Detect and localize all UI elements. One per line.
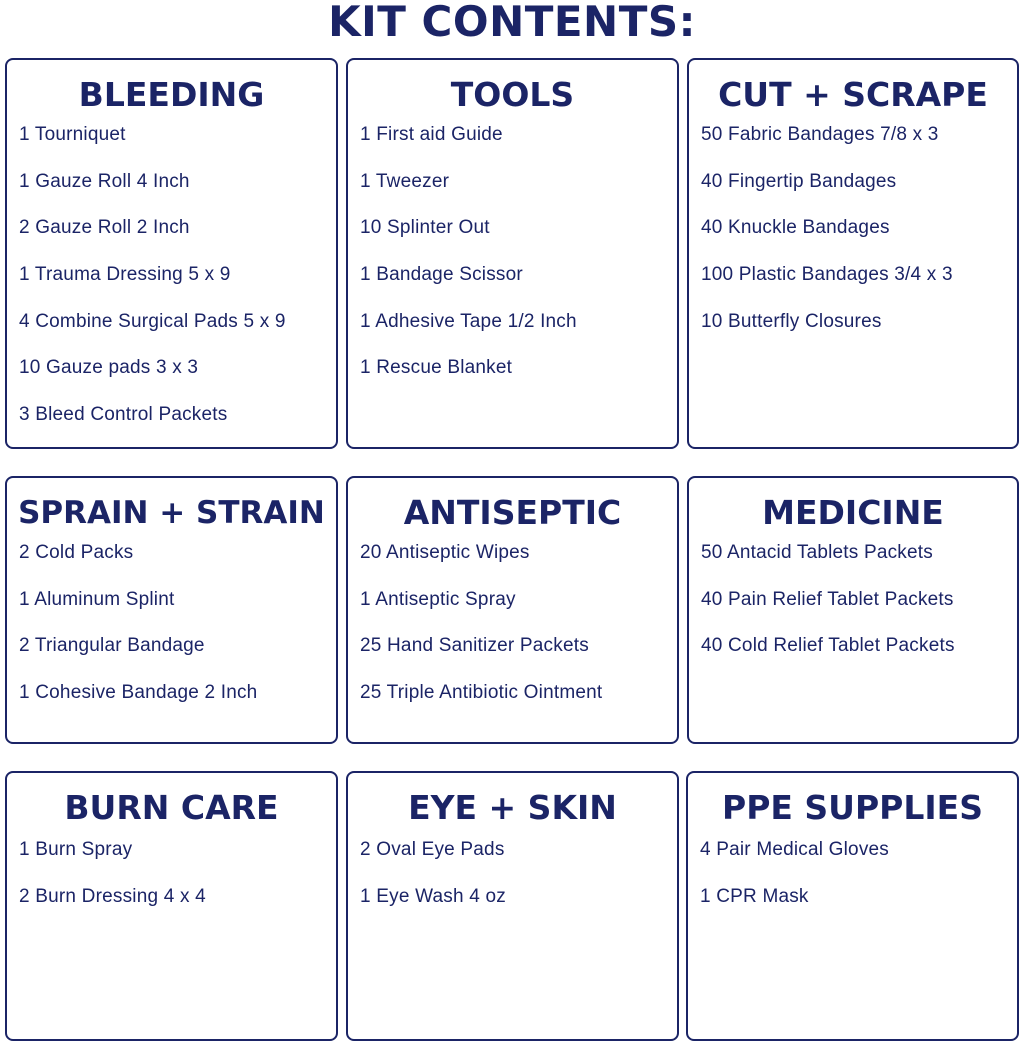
- list-item: 1 Antiseptic Spray: [360, 588, 516, 610]
- list-item: 10 Gauze pads 3 x 3: [19, 357, 199, 379]
- item-list-medicine: [701, 542, 955, 682]
- list-item: 2 Burn Dressing 4 x 4: [19, 885, 206, 907]
- list-item: 1 Aluminum Splint: [19, 588, 175, 610]
- list-item: 1 Cohesive Bandage 2 Inch: [19, 682, 258, 704]
- list-item: 40 Pain Relief Tablet Packets: [701, 588, 954, 610]
- list-item: 20 Antiseptic Wipes: [360, 542, 530, 563]
- item-list-antiseptic: [360, 542, 602, 729]
- category-title-burn-care: BURN CARE: [64, 788, 279, 827]
- item-list-tools: [360, 124, 577, 404]
- list-item: 50 Fabric Bandages 7/8 x 3: [701, 124, 939, 145]
- list-item: 1 CPR Mask: [700, 885, 809, 907]
- list-item: 50 Antacid Tablets Packets: [701, 542, 933, 563]
- category-title-eye-skin: EYE + SKIN: [408, 788, 617, 827]
- category-box-sprain-strain: [5, 476, 338, 744]
- list-item: 25 Triple Antibiotic Ointment: [360, 682, 603, 704]
- list-item: 40 Fingertip Bandages: [701, 170, 897, 192]
- list-item: 100 Plastic Bandages 3/4 x 3: [701, 264, 953, 286]
- list-item: 2 Triangular Bandage: [19, 635, 205, 657]
- list-item: 1 Trauma Dressing 5 x 9: [19, 264, 231, 286]
- list-item: 4 Pair Medical Gloves: [700, 839, 889, 860]
- list-item: 1 Tweezer: [360, 170, 450, 192]
- list-item: 1 Adhesive Tape 1/2 Inch: [360, 310, 577, 332]
- item-list-ppe-supplies: [700, 839, 889, 932]
- category-title-tools: TOOLS: [450, 75, 575, 114]
- category-title-ppe-supplies: PPE SUPPLIES: [722, 788, 983, 827]
- category-box-medicine: [687, 476, 1019, 744]
- list-item: 40 Cold Relief Tablet Packets: [701, 635, 955, 657]
- list-item: 1 Eye Wash 4 oz: [360, 885, 506, 907]
- item-list-sprain-strain: [19, 542, 257, 729]
- list-item: 2 Oval Eye Pads: [360, 839, 505, 860]
- category-box-antiseptic: [346, 476, 679, 744]
- category-title-antiseptic: ANTISEPTIC: [403, 493, 622, 532]
- list-item: 1 Burn Spray: [19, 839, 133, 860]
- list-item: 10 Butterfly Closures: [701, 310, 882, 332]
- category-title-cut-scrape: CUT + SCRAPE: [718, 75, 988, 114]
- category-box-burn-care: [5, 771, 338, 1041]
- list-item: 1 Tourniquet: [19, 124, 126, 145]
- item-list-cut-scrape: [701, 124, 953, 357]
- item-list-eye-skin: [360, 839, 506, 932]
- category-box-eye-skin: [346, 771, 679, 1041]
- list-item: 10 Splinter Out: [360, 217, 490, 239]
- list-item: 1 Gauze Roll 4 Inch: [19, 170, 190, 192]
- category-box-bleeding: [5, 58, 338, 449]
- list-item: 2 Gauze Roll 2 Inch: [19, 217, 190, 239]
- list-item: 1 First aid Guide: [360, 124, 503, 145]
- category-box-cut-scrape: [687, 58, 1019, 449]
- list-item: 25 Hand Sanitizer Packets: [360, 635, 589, 657]
- list-item: 3 Bleed Control Packets: [19, 404, 228, 426]
- item-list-bleeding: [19, 124, 286, 451]
- list-item: 1 Bandage Scissor: [360, 264, 523, 286]
- category-box-ppe-supplies: [686, 771, 1019, 1041]
- category-title-sprain-strain: SPRAIN + STRAIN: [18, 495, 325, 531]
- list-item: 1 Rescue Blanket: [360, 357, 513, 379]
- list-item: 4 Combine Surgical Pads 5 x 9: [19, 310, 286, 332]
- list-item: 2 Cold Packs: [19, 542, 134, 563]
- item-list-burn-care: [19, 839, 206, 932]
- category-box-tools: [346, 58, 679, 449]
- category-title-medicine: MEDICINE: [762, 493, 944, 532]
- list-item: 40 Knuckle Bandages: [701, 217, 890, 239]
- page-title: KIT CONTENTS:: [328, 0, 696, 46]
- category-title-bleeding: BLEEDING: [78, 75, 265, 114]
